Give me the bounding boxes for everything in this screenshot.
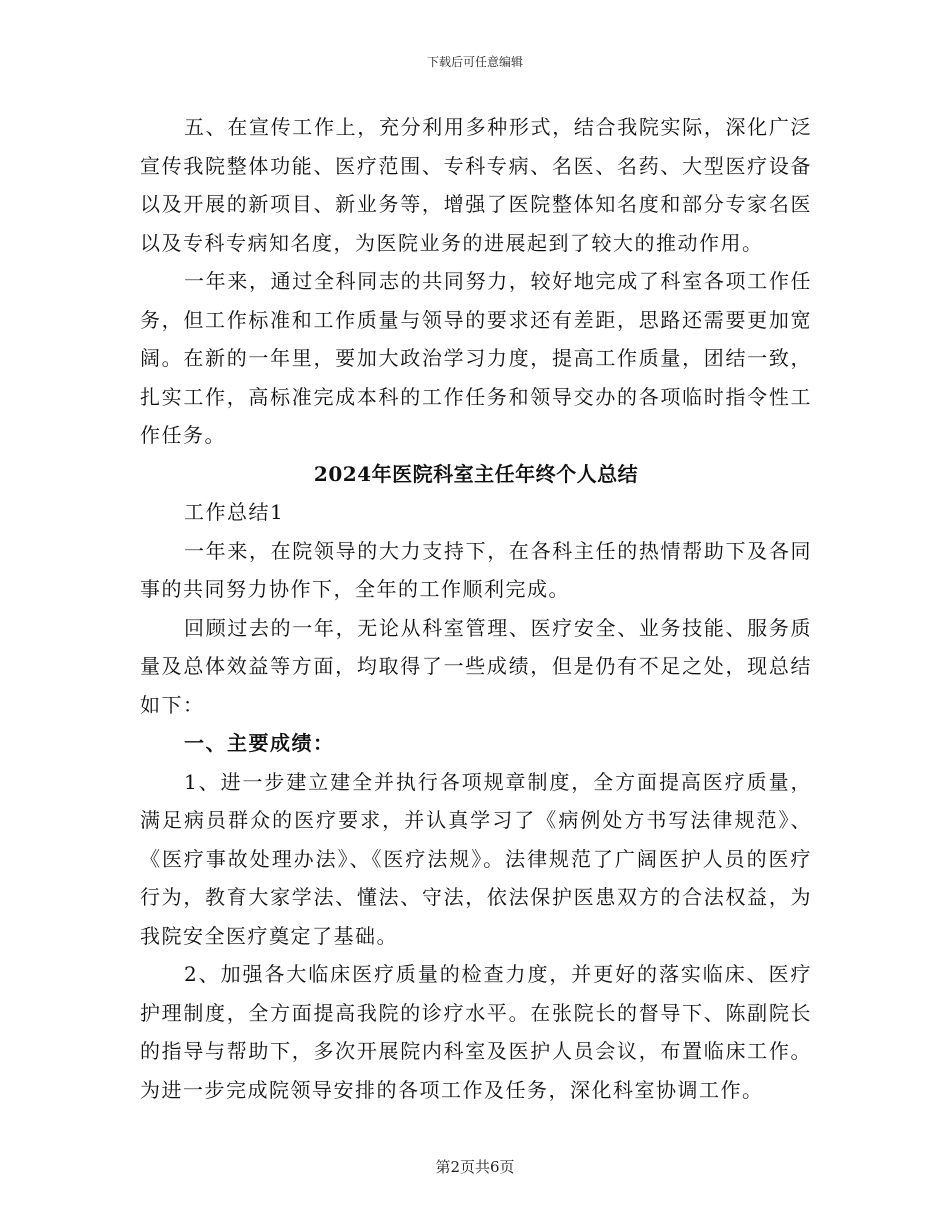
list-item-1: 1、进一步建立建全并执行各项规章制度，全方面提高医疗质量，满足病员群众的医疗要求，并认真学习了《病例处方书写法律规范》、《医疗事故处理办法》、《医疗法规》。法律规范了广阔医护人员的医疗行为，教育大家学法、懂法、守法，依法保护医患双方的合法权益，为我院安全医疗奠定了基础。 xyxy=(140,769,812,948)
document-body xyxy=(140,108,812,1109)
page-header: 下载后可任意编辑 xyxy=(426,55,523,69)
paragraph-intro-2: 回顾过去的一年，无论从科室管理、医疗安全、业务技能、服务质量及总体效益等方面，均取得了一些成绩，但是仍有不足之处，现总结如下： xyxy=(140,615,812,717)
list-item-2: 2、加强各大临床医疗质量的检查力度，并更好的落实临床、医疗护理制度，全方面提高我院的诊疗水平。在张院长的督导下、陈副院长的指导与帮助下，多次开展院内科室及医护人员会议，布置临床工作。为进一步完成院领导安排的各项工作及任务，深化科室协调工作。 xyxy=(140,962,812,1102)
section-heading-achievements: 一、主要成绩： xyxy=(184,731,335,755)
paragraph-year-review: 一年来，通过全科同志的共同努力，较好地完成了科室各项工作任务，但工作标准和工作质量与领导的要求还有差距，思路还需要更加宽阔。在新的一年里，要加大政治学习力度，提高工作质量，团结一致，扎实工作，高标准完成本科的工作任务和领导交办的各项临时指令性工作任务。 xyxy=(140,269,812,447)
section-subtitle: 工作总结1 xyxy=(184,500,285,524)
document-title: 2024年医院科室主任年终个人总结 xyxy=(313,461,639,486)
paragraph-intro-1: 一年来，在院领导的大力支持下，在各科主任的热情帮助下及各同事的共同努力协作下，全年的工作顺利完成。 xyxy=(140,538,812,601)
page-footer: 第2页共6页 xyxy=(435,1158,515,1176)
paragraph-publicity: 五、在宣传工作上，充分利用多种形式，结合我院实际，深化广泛宣传我院整体功能、医疗范围、专科专病、名医、名药、大型医疗设备以及开展的新项目、新业务等，增强了医院整体知名度和部分专家名医以及专科专病知名度，为医院业务的进展起到了较大的推动作用。 xyxy=(140,115,812,255)
